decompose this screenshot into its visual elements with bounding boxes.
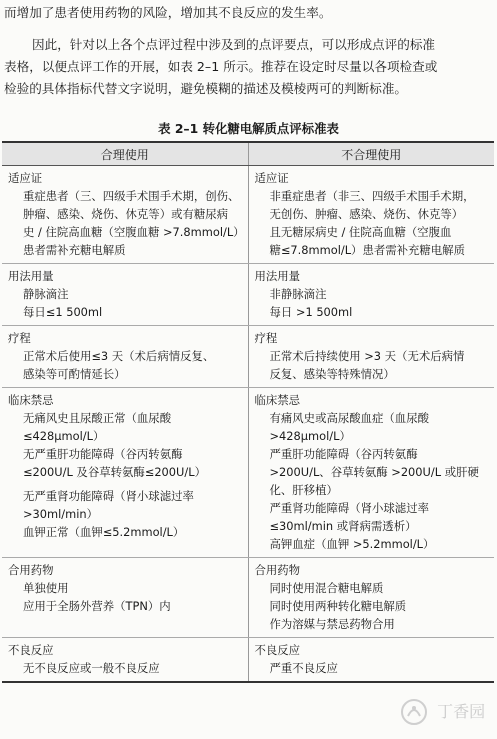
table-row [2, 326, 494, 388]
criterion-line: 非静脉滴注 [269, 287, 327, 301]
cell-reasonable [2, 638, 248, 683]
cell-reasonable [2, 388, 248, 558]
watermark-text: 丁香园 [437, 701, 486, 721]
section-heading: 疗程 [254, 331, 278, 345]
table-caption: 表 2–1 转化糖电解质点评标准表 [158, 121, 339, 136]
criterion-line: 且无糖尿病史 / 住院高血糖（空腹血 [269, 225, 452, 239]
criterion-line: 静脉滴注 [23, 287, 69, 301]
criterion-line: 严重肝功能障碍（谷丙转氨酶 [269, 447, 418, 461]
criterion-line: 每日 >1 500ml [269, 305, 353, 319]
table-row [2, 388, 494, 558]
criterion-line: 肿瘤、感染、烧伤、休克等）或有糖尿病 [23, 207, 229, 221]
cell-reasonable [2, 264, 248, 326]
table-row [2, 638, 494, 683]
criterion-line: 感染等可酌情延长） [23, 367, 126, 381]
criterion-line: 重症患者（三、四级手术围手术期，创伤、 [23, 189, 240, 203]
criterion-line: ≤428μmol/L） [23, 429, 105, 443]
criterion-line: >200U/L、谷草转氨酶 >200U/L 或肝硬 [269, 465, 479, 479]
criterion-line: 史 / 住院高血糖（空腹血糖 >7.8mmol/L） [23, 225, 245, 239]
criterion-line: 高钾血症（血钾 >5.2mmol/L） [269, 537, 435, 551]
criterion-line: 患者需补充糖电解质 [23, 243, 126, 257]
cell-unreasonable [248, 264, 494, 326]
section-heading: 适应证 [254, 171, 289, 185]
cell-reasonable [2, 326, 248, 388]
watermark [400, 693, 495, 729]
criterion-line: 正常术后持续使用 >3 天（无术后病情 [269, 349, 465, 363]
text-line: 而增加了患者使用药物的风险，增加其不良反应的发生率。 [4, 5, 332, 20]
section-heading: 合用药物 [254, 563, 301, 577]
section-heading: 用法用量 [254, 269, 301, 283]
table-row [2, 264, 494, 326]
criterion-line: 糖≤7.8mmol/L）患者需补充糖电解质 [269, 243, 465, 257]
criterion-line: >428μmol/L） [269, 429, 351, 443]
header-unreasonable-use: 不合理使用 [248, 142, 494, 166]
criterion-line: 同时使用混合糖电解质 [269, 581, 384, 595]
cell-unreasonable [248, 558, 494, 638]
criterion-line: 每日≤1 500ml [23, 305, 103, 319]
cell-unreasonable [248, 166, 494, 264]
criterion-line: 作为溶媒与禁忌药物合用 [269, 617, 395, 631]
cell-unreasonable [248, 638, 494, 683]
header-reasonable-use: 合理使用 [2, 142, 248, 166]
criterion-line: 无严重肾功能障碍（肾小球滤过率 [23, 489, 194, 503]
dxy-logo-icon [400, 698, 428, 726]
criterion-line: >30ml/min） [23, 507, 99, 521]
section-heading: 合用药物 [8, 563, 54, 577]
criterion-line: 化、肝移植） [269, 483, 338, 497]
evaluation-standard-table [2, 141, 494, 683]
cell-unreasonable [248, 388, 494, 558]
criterion-line: 应用于全肠外营养（TPN）内 [23, 599, 171, 613]
criterion-line: 正常术后使用≤3 天（术后病情反复、 [23, 349, 215, 363]
section-heading: 临床禁忌 [254, 393, 301, 407]
criterion-line: 无创伤、肿瘤、感染、烧伤、休克等） [269, 207, 464, 221]
section-heading: 不良反应 [8, 643, 54, 657]
table-row [2, 558, 494, 638]
text-line: 因此，针对以上各个点评过程中涉及到的点评要点，可以形成点评的标准 [32, 37, 435, 52]
section-heading: 临床禁忌 [8, 393, 54, 407]
cell-reasonable [2, 558, 248, 638]
criterion-line: 有痛风史或高尿酸血症（血尿酸 [269, 411, 429, 425]
criterion-line: 反复、感染等特殊情况） [269, 367, 395, 381]
criterion-line: 严重肾功能障碍（肾小球滤过率 [269, 501, 429, 515]
criterion-line: ≤200U/L 及谷草转氨酶≤200U/L） [23, 465, 206, 479]
criterion-line: 单独使用 [23, 581, 69, 595]
section-heading: 适应证 [8, 171, 43, 185]
criterion-line: 严重不良反应 [269, 661, 338, 675]
criterion-line: 无严重肝功能障碍（谷丙转氨酶 [23, 447, 183, 461]
paragraph-continuation [4, 2, 491, 24]
criterion-line: 同时使用两种转化糖电解质 [269, 599, 407, 613]
paragraph-intro [4, 34, 491, 100]
criterion-line: 血钾正常（血钾≤5.2mmol/L） [23, 525, 185, 539]
cell-unreasonable [248, 326, 494, 388]
table-header-row [2, 142, 494, 166]
section-heading: 疗程 [8, 331, 31, 345]
criterion-line: 无不良反应或一般不良反应 [23, 661, 160, 675]
criterion-line: 无痛风史且尿酸正常（血尿酸 [23, 411, 172, 425]
criterion-line: 非重症患者（非三、四级手术围手术期， [269, 189, 475, 203]
section-heading: 不良反应 [254, 643, 301, 657]
table-row [2, 166, 494, 264]
cell-reasonable [2, 166, 248, 264]
criterion-line: ≤30ml/min 或肾病需透析） [269, 519, 417, 533]
text-line: 表格，以便点评工作的开展，如表 2–1 所示。推荐在设定时尽量以各项检查或 [4, 59, 438, 74]
text-line: 检验的具体指标代替文字说明，避免模糊的描述及模棱两可的判断标准。 [4, 81, 407, 96]
section-heading: 用法用量 [8, 269, 54, 283]
